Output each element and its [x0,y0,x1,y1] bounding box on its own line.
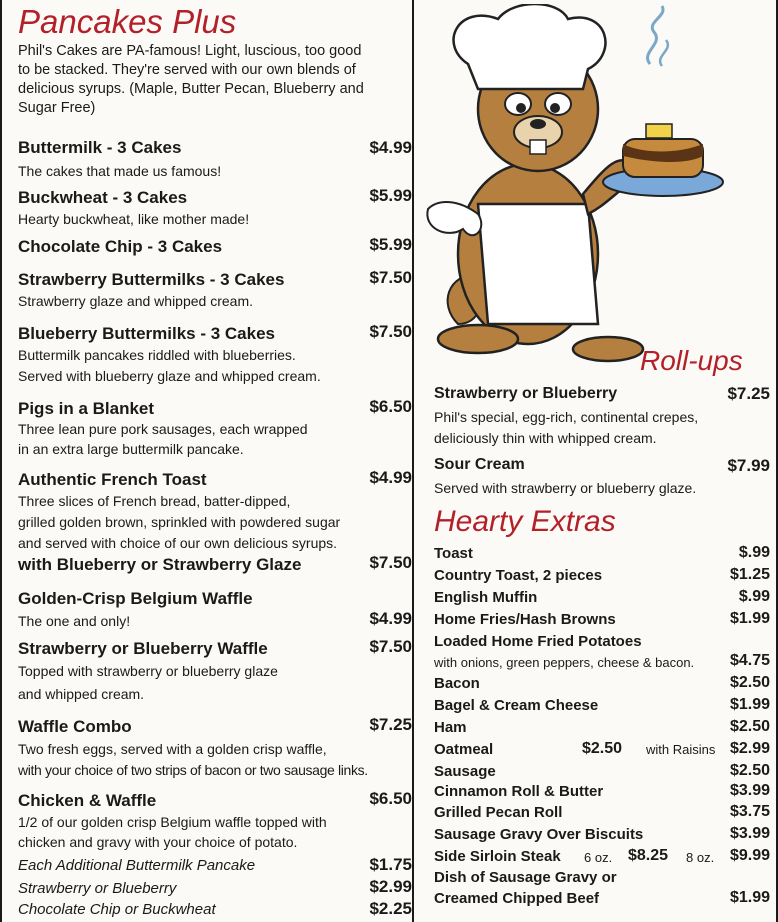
extra-item-name: Each Additional Buttermilk Pancake [18,857,256,874]
menu-item-name: Blueberry Buttermilks - 3 Cakes [18,324,275,343]
extra-item-price: $2.99 [369,877,412,896]
menu-item-desc: Two fresh eggs, served with a golden crisp waffle, [18,741,327,757]
menu-item-price: $7.50 [369,553,412,572]
menu-item-desc: 1/2 of our golden crisp Belgium waffle topped with [18,814,327,830]
menu-item-name: with Blueberry or Strawberry Glaze [18,555,302,574]
intro-line: to be stacked. They're served with our own blends of [18,62,356,78]
menu-item-desc: with your choice of two strips of bacon or two sausage links. [18,762,368,778]
rollups-title: Roll-ups [640,345,743,376]
extra-item-name: Strawberry or Blueberry [18,880,177,897]
extra-price: $3.75 [729,803,770,820]
extra-desc: with onions, green peppers, cheese & bacon. [434,655,695,670]
menu-item-desc: Hearty buckwheat, like mother made! [18,211,250,227]
extra-name: Bacon [434,675,480,692]
extra-price: $3.99 [729,782,770,799]
pancakes-intro [18,42,364,118]
extra-name: Oatmeal [434,741,494,758]
left-border [0,0,2,922]
extra-name: Dish of Sausage Gravy or [434,869,617,886]
extra-price: $2.50 [729,718,770,735]
menu-item-price: $5.99 [369,186,412,205]
menu-item-desc: The one and only! [18,613,131,629]
extra-size: 6 oz. [584,850,613,865]
menu-item-desc: Three slices of French bread, batter-dipped, [18,493,291,509]
menu-item-desc: and served with choice of our own delicious syrups. [18,535,338,551]
extra-name: Creamed Chipped Beef [434,890,600,907]
extra-price: $3.99 [729,825,770,842]
rollup-item-price: $7.99 [727,456,770,475]
menu-item-name: Chicken & Waffle [18,791,157,810]
extra-mid-price: $8.25 [627,847,668,864]
menu-item-desc: in an extra large buttermilk pancake. [18,441,244,457]
extra-price: $1.25 [729,566,770,583]
menu-item-price: $4.99 [369,468,412,487]
menu-item-desc: Strawberry glaze and whipped cream. [18,293,254,309]
rollup-item-desc: deliciously thin with whipped cream. [434,430,657,446]
extra-name: English Muffin [434,589,538,606]
extra-name: Ham [434,719,467,736]
extra-price: $1.99 [729,889,770,906]
menu-item-desc: Topped with strawberry or blueberry glaze [18,663,278,679]
menu-item-price: $7.50 [369,322,412,341]
menu-item-name: Buttermilk - 3 Cakes [18,138,182,157]
menu-item-name: Chocolate Chip - 3 Cakes [18,237,223,256]
intro-line: delicious syrups. (Maple, Butter Pecan, Blueberry and [18,81,364,97]
menu-item-name: Buckwheat - 3 Cakes [18,188,188,207]
extra-price: $4.75 [729,652,770,669]
extra-price: $1.99 [729,610,770,627]
extra-name: Toast [434,545,473,562]
extra-name: Bagel & Cream Cheese [434,697,599,714]
menu-item-desc: Served with blueberry glaze and whipped cream. [18,368,321,384]
menu-item-desc: grilled golden brown, sprinkled with powdered sugar [18,514,341,530]
extra-price: $.99 [738,588,770,605]
groundhog-chef-icon [418,4,738,374]
pancakes-title: Pancakes Plus [18,3,237,40]
extra-note: with Raisins [646,742,716,757]
menu-item-price: $6.50 [369,789,412,808]
rollup-item-desc: Phil's special, egg-rich, continental crepes, [434,409,699,425]
rollup-item-desc: Served with strawberry or blueberry glaze. [434,480,697,496]
extra-price: $2.50 [729,674,770,691]
extra-name: Loaded Home Fried Potatoes [434,633,642,650]
extra-price: $1.99 [729,696,770,713]
extra-price: $2.50 [729,762,770,779]
intro-line: Sugar Free) [18,100,96,116]
extra-name: Cinnamon Roll & Butter [434,783,604,800]
extra-item-name: Chocolate Chip or Buckwheat [18,901,216,918]
menu-item-price: $5.99 [369,235,412,254]
extra-name: Sausage Gravy Over Biscuits [434,826,644,843]
menu-item-desc: and whipped cream. [18,686,145,702]
menu-item-price: $7.50 [369,637,412,656]
extra-price: $2.99 [729,740,770,757]
menu-item-name: Pigs in a Blanket [18,399,155,418]
menu-item-name: Strawberry Buttermilks - 3 Cakes [18,270,285,289]
extra-item-price: $1.75 [369,855,412,874]
menu-item-price: $4.99 [369,138,412,157]
menu-item-name: Authentic French Toast [18,470,207,489]
menu-item-desc: chicken and gravy with your choice of potato. [18,834,298,850]
rollup-item-name: Sour Cream [434,456,525,473]
menu-item-name: Golden-Crisp Belgium Waffle [18,589,253,608]
extra-name: Side Sirloin Steak [434,848,561,865]
menu-item-desc: The cakes that made us famous! [18,163,222,179]
extra-mid-price: $2.50 [581,740,622,757]
menu-item-name: Strawberry or Blueberry Waffle [18,639,268,658]
extra-name: Grilled Pecan Roll [434,804,563,821]
extra-size: 8 oz. [686,850,715,865]
column-divider [412,0,414,922]
extra-name: Country Toast, 2 pieces [434,567,603,584]
menu-item-price: $7.50 [369,268,412,287]
extra-name: Home Fries/Hash Browns [434,611,616,628]
rollup-item-name: Strawberry or Blueberry [434,385,618,402]
hearty-title: Hearty Extras [434,505,616,538]
menu-item-name: Waffle Combo [18,717,132,736]
extra-name: Sausage [434,763,496,780]
extra-item-price: $2.25 [369,899,412,918]
menu-item-desc: Buttermilk pancakes riddled with blueberries. [18,347,296,363]
menu-item-price: $4.99 [369,609,412,628]
menu-item-desc: Three lean pure pork sausages, each wrapped [18,421,308,437]
menu-item-price: $7.25 [369,715,412,734]
intro-line: Phil's Cakes are PA-famous! Light, luscious, too good [18,43,362,59]
rollup-item-price: $7.25 [727,384,770,403]
extra-price: $.99 [738,544,770,561]
extra-price: $9.99 [729,847,770,864]
menu-item-price: $6.50 [369,397,412,416]
